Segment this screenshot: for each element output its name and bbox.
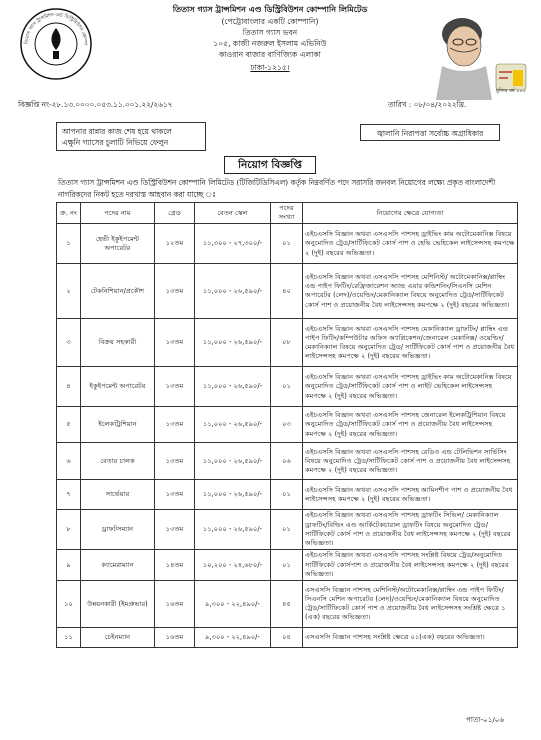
col-count: পদের সংখ্যা	[271, 203, 303, 224]
row-post: ইলেকট্রিশিয়ান	[81, 407, 155, 443]
row-qualification: এইচএসসি বিজ্ঞান অথবা এসএসসি পাশসহ জেনারেল ইলেকট্রিশিয়ান বিষয়ে অনুমোদিত ট্রেড/সার্টিফিকেট কোর্স পাশ ও প্রয়োজনীয় বৈধ লাইসেন্সসহ কমপক্ষে ২ (দুই) বছরের অভিজ্ঞতা।	[303, 407, 518, 443]
table-row	[57, 443, 518, 480]
energy-security-notice: জ্বালানি নিরাপত্তা সর্বোচ্চ অগ্রাধিকার	[360, 124, 500, 141]
row-qualification: এসএসসি বিজ্ঞান পাশসহ মেশিনিস্ট/অটোমেকানিক্স/প্লাম্বিং এন্ড পাইপ ফিটিং/সিএনসি মেশিন অপারেটর (লেদ)/ওয়েল্ডিং/মেকানিক্যাল বিষয়ে অনুমোদিত ট্রেড/সার্টিফিকেট কোর্স পাশ ও প্রয়োজনীয় বৈধ লাইসেন্সসহ সংশ্লিষ্ট ক্ষেত্রে ১ (এক) বছরের অভিজ্ঞতা।	[303, 581, 518, 628]
row-post: ড্রাফটসম্যান	[81, 510, 155, 550]
row-grade: ১৩তম	[155, 367, 195, 407]
row-count: ০৪	[271, 628, 303, 648]
row-qualification: এইচএসসি বিজ্ঞান অথবা এসএসসি পাশসহ মেশিনিস্ট/ অটোমেকানিক্স/প্লাম্বিং এন্ড পাইপ ফিটিং/রেফ্রিজারেশন অ্যান্ড এয়ার কন্ডিশনিং/সিএনসি মেশিন অপারেটর (লেদ)/ওয়েল্ডিং/মেকানিক্যাল বিষয়ে অনুমোদিত ট্রেড/সার্টিফিকেট কোর্স পাশ ও প্রয়োজনীয় বৈধ লাইসেন্সসহ কমপক্ষে ২ (দুই) বছরের অভিজ্ঞতা।	[303, 264, 518, 319]
row-grade: ১৩তম	[155, 480, 195, 510]
page-title: নিয়োগ বিজ্ঞপ্তি	[224, 156, 316, 174]
notice-number: বিজ্ঞপ্তি নং-২৮.১৩.০০০০.০৫৩.১১.০০১.২২/২৬১৭	[18, 100, 173, 109]
table-body	[57, 224, 518, 648]
row-sl: ১০	[57, 581, 81, 628]
row-qualification: এইচএসসি বিজ্ঞান অথবা এসএসসি পাশসহ ড্রাফটিং সিভিল/ মেকানিক্যাল ড্রাফটিং/বিল্ডিং এণ্ড আর্কিটেকচারাল ড্রাফটিং বিষয়ে অনুমোদিত ট্রেড/সার্টিফিকেট কোর্স পাশ ও প্রয়োজনীয় বৈধ লাইসেন্সসহ কমপক্ষে ২ (দুই) বছরের অভিজ্ঞতা।	[303, 510, 518, 550]
notice-line2: এক্ষুনি গ্যাসের চুলাটি নিভিয়ে ফেলুন	[62, 138, 169, 147]
row-sl: ২	[57, 264, 81, 319]
gas-stove-notice	[56, 122, 206, 151]
row-qualification: এইচএসসি বিজ্ঞান অথবা এসএসসি পাশসহ মেকানিক্যাল ড্রাফটিং/ প্লাম্বিং এন্ড পাইপ ফিটিং/কম্পিউটার অফিস অ্যাপ্লিকেশন/জেনারেল মেকানিক্স/ ওয়েল্ডিং/মেকানিক্যাল বিষয়ে অনুমোদিত ট্রেড/ সার্টিফিকেট কোর্স পাশ ও প্রয়োজনীয় বৈধ লাইসেন্সসহ কমপক্ষে ২ (দুই) বছরের অভিজ্ঞতা।	[303, 319, 518, 367]
notice-line1: আপনার রান্নার কাজ শেষ হয়ে থাকলে	[62, 127, 172, 136]
row-grade: ১৩তম	[155, 443, 195, 480]
row-count: ০৬	[271, 443, 303, 480]
row-post: ক্যামেরাম্যান	[81, 550, 155, 581]
company-name: তিতাস গ্যাস ট্রান্সমিশন এণ্ড ডিস্ট্রিবিউশন কোম্পানি লিমিটেড	[172, 5, 368, 14]
vacancy-table	[56, 202, 518, 648]
row-sl: ৯	[57, 550, 81, 581]
row-scale: ১০,২০০ - ২৪,৬৮০/-	[195, 550, 271, 581]
table-row	[57, 224, 518, 264]
row-qualification: এইচএসসি বিজ্ঞান অথবা এসএসসি পাশসহ আমিনশীপ পাশ ও প্রয়োজনীয় বৈধ লাইসেন্সসহ কমপক্ষে ২ (দুই) বছরের অভিজ্ঞতা।	[303, 480, 518, 510]
row-scale: ১১,০০০ - ২৬,৫৯০/-	[195, 443, 271, 480]
row-grade: ১৬তম	[155, 581, 195, 628]
row-count: ০১	[271, 224, 303, 264]
row-post: উন্নয়নকারী (ইমপ্রুভার)	[81, 581, 155, 628]
row-qualification: এইচএসসি বিজ্ঞান অথবা এসএসসি পাশসহ সংশ্লিষ্ট বিষয়ে ট্রেড/অনুমোদিত সার্টিফিকেট কোর্সপাশ ও প্রয়োজনীয় বৈধ লাইসেন্সসহ কমপক্ষে ২ (দুই) বছরের অভিজ্ঞতা।	[303, 550, 518, 581]
row-qualification: এইচএসসি বিজ্ঞান অথবা এসএসসি পাশসহ ড্রাইভিং কাম অটোমেকানিক্স বিষয়ে অনুমোদিত ট্রেড/সার্টিফিকেট কোর্স পাশ ও লাইট ভেহিকেল লাইসেন্সসহ কমপক্ষে ২ (দুই) বছরের অভিজ্ঞতা।	[303, 367, 518, 407]
row-scale: ১১,০০০ - ২৬,৫৯০/-	[195, 480, 271, 510]
row-grade: ১৩তম	[155, 264, 195, 319]
table-row	[57, 510, 518, 550]
row-scale: ১১,৩০০ - ২৭,৩০০/-	[195, 224, 271, 264]
row-post: চেইনম্যান	[81, 628, 155, 648]
portrait-badge: মুজিব বর্ষ ১০০	[496, 88, 526, 94]
table-row	[57, 407, 518, 443]
row-scale: ১১,০০০ - ২৬,৫৯০/-	[195, 367, 271, 407]
row-scale: ১১,০০০ - ২৬,৫৯০/-	[195, 407, 271, 443]
row-sl: ৮	[57, 510, 81, 550]
table-row	[57, 581, 518, 628]
row-sl: ৬	[57, 443, 81, 480]
row-qualification: এইচএসসি বিজ্ঞান অথবা এসএসসি পাশসহ ড্রাইভিং কাম অটোমেকানিক্স বিষয়ে অনুমোদিত ট্রেড/সার্টিফিকেট কোর্স পাশ ও হেভি ভেহিকেল লাইসেন্সসহ কমপক্ষে ২ (দুই) বছরের অভিজ্ঞতা।	[303, 224, 518, 264]
table-row	[57, 550, 518, 581]
row-count: ০৮	[271, 319, 303, 367]
row-sl: ৩	[57, 319, 81, 367]
row-scale: ৯,৩০০ - ২২,৪৯০/-	[195, 628, 271, 648]
row-count: ০৩	[271, 407, 303, 443]
table-row	[57, 628, 518, 648]
address-line1: ১০৫, কাজী নজরুল ইসলাম এভিনিউ	[213, 39, 327, 48]
row-post: হেভী ইকুইপমেন্ট অপারেটর	[81, 224, 155, 264]
row-count: ৪০	[271, 264, 303, 319]
row-scale: ১১,০০০ - ২৬,৫৯০/-	[195, 510, 271, 550]
col-post: পদের নাম	[81, 203, 155, 224]
row-sl: ৪	[57, 367, 81, 407]
col-qualification: নিয়োগের ক্ষেত্রে যোগ্যতা	[303, 203, 518, 224]
address-line2: কাওরান বাজার বাণিজ্যিক এলাকা	[219, 50, 321, 59]
row-grade: ১৩তম	[155, 319, 195, 367]
row-post: বেতার চালক	[81, 443, 155, 480]
row-scale: ১১,০০০ - ২৬,৫৯০/-	[195, 319, 271, 367]
row-sl: ৭	[57, 480, 81, 510]
portrait-image	[420, 4, 530, 100]
row-grade: ১৩তম	[155, 510, 195, 550]
table-row	[57, 264, 518, 319]
logo-text: তিতাস গ্যাস ট্রান্সমিশন এন্ড ডিস্ট্রিবিউশন কোম্পা	[24, 12, 88, 46]
col-scale: বেতন স্কেল	[195, 203, 271, 224]
row-grade: ১২তম	[155, 224, 195, 264]
row-post: ইকুইপমেন্ট অপারেটর	[81, 367, 155, 407]
table-row	[57, 319, 518, 367]
row-grade: ১৬তম	[155, 628, 195, 648]
city: ঢাকা-১২১৫।	[250, 63, 290, 72]
row-qualification: এসএসসি বিজ্ঞান পাশসহ সংশ্লিষ্ট ক্ষেত্রে ০১(এক) বছরের অভিজ্ঞতা।	[303, 628, 518, 648]
building-name: তিতাস গ্যাস ভবন	[242, 28, 298, 37]
row-scale: ৯,৩০০ - ২২,৪৯০/-	[195, 581, 271, 628]
intro-paragraph: তিতাস গ্যাস ট্রান্সমিশন এণ্ড ডিস্ট্রিবিউশন কোম্পানি লিমিটেড (টিজিটিডিসিএল) কর্তৃক নিম্নবর্ণিত পদে সরাসরি জনবল নিয়োগের লক্ষ্যে প্রকৃত বাংলাদেশী নাগরিকদের নিকট হতে দরখাস্ত আহবান করা যাচ্ছে ঃ	[58, 178, 496, 199]
table-row	[57, 367, 518, 407]
col-sl: ক্র. নং	[57, 203, 81, 224]
row-qualification: এইচএসসি বিজ্ঞান অথবা এসএসসি পাশসহ রেডিও এন্ড টেলিভিশন সার্ভিসিং বিষয়ে অনুমোদিত ট্রেড/সার্টিফিকেট কোর্স পাশ ও প্রয়োজনীয় বৈধ লাইসেন্সসহ কমপক্ষে ২ (দুই) বছরের অভিজ্ঞতা।	[303, 443, 518, 480]
row-post: টেকনিশিয়ান/প্রকৌশ	[81, 264, 155, 319]
table-row	[57, 480, 518, 510]
row-count: ০১	[271, 550, 303, 581]
row-count: ০১	[271, 480, 303, 510]
row-scale: ১১,০০০ - ২৬,৫৯০/-	[195, 264, 271, 319]
row-count: ০১	[271, 367, 303, 407]
company-subtitle: (পেট্রোবাংলার একটি কোম্পানি)	[221, 17, 319, 26]
row-sl: ৫	[57, 407, 81, 443]
row-count: ৪৫	[271, 581, 303, 628]
row-sl: ১১	[57, 628, 81, 648]
row-grade: ১৩তম	[155, 407, 195, 443]
row-post: সার্ভেয়ার	[81, 480, 155, 510]
table-header-row	[57, 203, 518, 224]
row-post: বিক্রয় সহকারী	[81, 319, 155, 367]
row-grade: ১৪তম	[155, 550, 195, 581]
company-logo	[18, 6, 94, 82]
page-number: পাতা-০১/০৬	[466, 715, 505, 724]
notice-date: তারিখ : ০৮/০৪/২০২২খ্রি.	[388, 100, 467, 109]
row-sl: ১	[57, 224, 81, 264]
col-grade: গ্রেড	[155, 203, 195, 224]
row-count: ০১	[271, 510, 303, 550]
